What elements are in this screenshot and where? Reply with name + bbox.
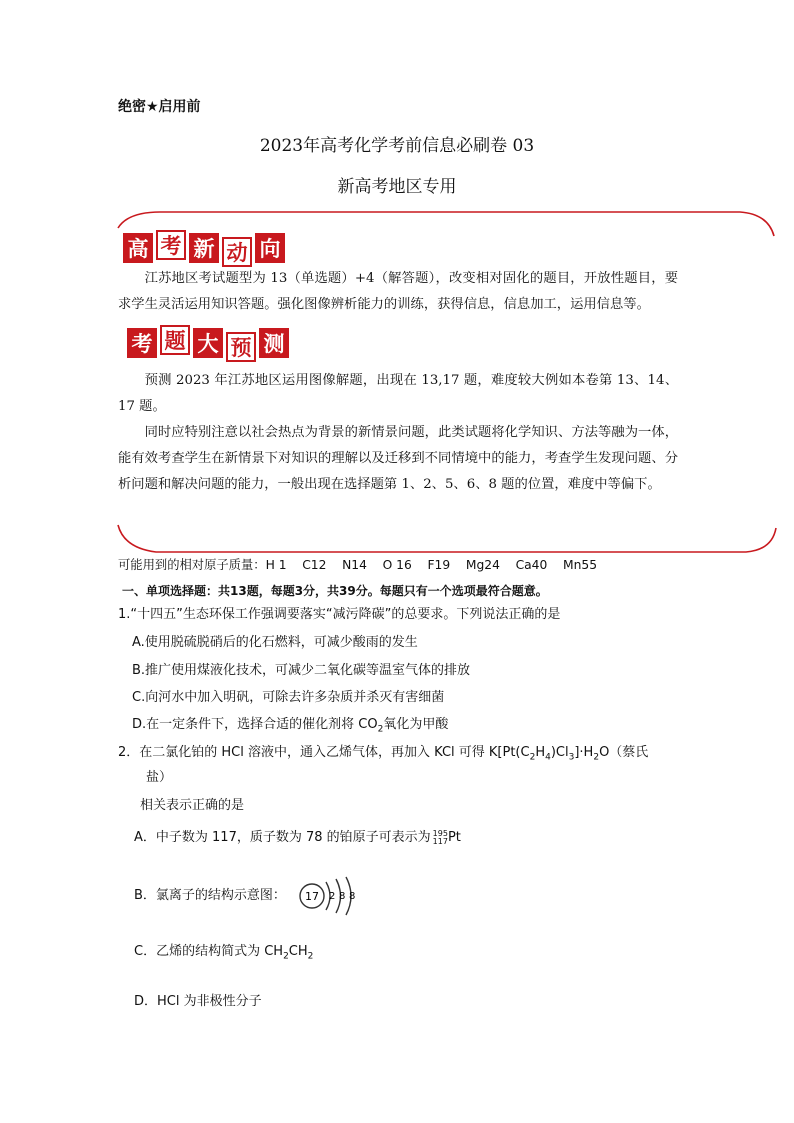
question-1-option-a: A.使用脱硫脱硝后的化石燃料，可减少酸雨的发生 [132,635,418,650]
question-2-option-a: A．中子数为 117，质子数为 78 的铂原子可表示为 195 117 Pt [134,828,461,846]
trend-paragraph [118,266,678,318]
atomic-mass: Ca40 [515,558,548,572]
question-1-option-c: C.向河水中加入明矾，可除去许多杂质并杀灭有害细菌 [132,690,445,705]
atomic-mass: H 1 [265,558,287,572]
prediction-text-2: 同时应特别注意以社会热点为背景的新情景问题，此类试题将化学知识、方法等融为一体，能有效考查学生在新情景下对知识的理解以及迁移到不同情境中的能力，考查学生发现问题、分析问题和解决问题的能力，一般出现在选择题第 1、2、5、6、8 题的位置，难度中等偏下。 [118,425,678,492]
frame-bottom-curve [118,525,776,552]
question-2-stem-line2: 盐） [146,770,173,785]
shell-electrons: 8 [349,891,356,902]
trend-banner [123,233,285,263]
atomic-mass: Mn55 [562,558,598,572]
chloride-ion-structure-diagram [296,876,362,916]
page-title: 2023年高考化学考前信息必刷卷 03 [259,136,535,156]
atomic-mass: C12 [302,558,327,572]
nuclide-notation [433,830,448,846]
prediction-paragraph [118,368,678,498]
atomic-mass: N14 [342,558,367,572]
question-2-lead: 相关表示正确的是 [140,798,245,813]
trend-text: 江苏地区考试题型为 13（单选题）+4（解答题），改变相对固化的题目，开放性题目，要求学生灵活运用知识答题。强化图像辨析能力的训练，获得信息，信息加工，运用信息等。 [118,271,678,312]
question-1-option-b: B.推广使用煤液化技术，可减少二氧化碳等温室气体的排放 [132,663,471,678]
predict-tile: 大 [193,328,223,358]
atomic-mass: O 16 [382,558,412,572]
prediction-text-1: 预测 2023 年江苏地区运用图像解题，出现在 13,17 题，难度较大例如本卷第 13、14、17 题。 [118,373,678,414]
trend-tile: 向 [255,233,285,263]
nucleus-charge: 17 [305,890,319,903]
question-2-option-b: B．氯离子的结构示意图： [134,888,286,903]
prediction-banner [127,328,289,358]
trend-tile: 动 [222,237,252,267]
predict-tile: 题 [160,325,190,355]
element-symbol: Pt [447,830,461,845]
question-2-stem: 2．在二氯化铂的 HCl 溶液中，通入乙烯气体，再加入 KCl 可得 $K[Pt(C_2H_4)Cl_3]\cdot H_2O$（蔡氏 [118,745,649,763]
confidential-label: 绝密★启用前 [118,99,201,115]
mass-number: 195 [432,828,448,838]
section-heading: 一、单项选择题：共13题，每题3分，共39分。每题只有一个选项最符合题意。 [122,584,548,598]
question-2-option-c: C．乙烯的结构简式为 $CH_2CH_2$ [134,944,314,962]
trend-tile: 考 [156,230,186,260]
atomic-number: 117 [432,836,448,846]
predict-tile: 预 [226,332,256,362]
trend-tile: 高 [123,233,153,263]
atomic-mass: F19 [427,558,451,572]
trend-tile: 新 [189,233,219,263]
atomic-masses [118,555,597,573]
question-2-option-d: D．HCl 为非极性分子 [134,994,262,1009]
atomic-mass: Mg24 [465,558,500,572]
question-1-stem: 1.“十四五”生态环保工作强调要落实“减污降碳”的总要求。下列说法正确的是 [118,607,561,622]
page-subtitle: 新高考地区专用 [337,177,457,197]
shell-electrons: 8 [339,891,346,902]
predict-tile: 考 [127,328,157,358]
question-1-option-d: D.在一定条件下，选择合适的催化剂将 $CO_2$氧化为甲酸 [132,717,449,735]
atomic-masses-label: 可能用到的相对原子质量： [118,558,266,572]
shell-electrons: 2 [329,891,336,902]
predict-tile: 测 [259,328,289,358]
